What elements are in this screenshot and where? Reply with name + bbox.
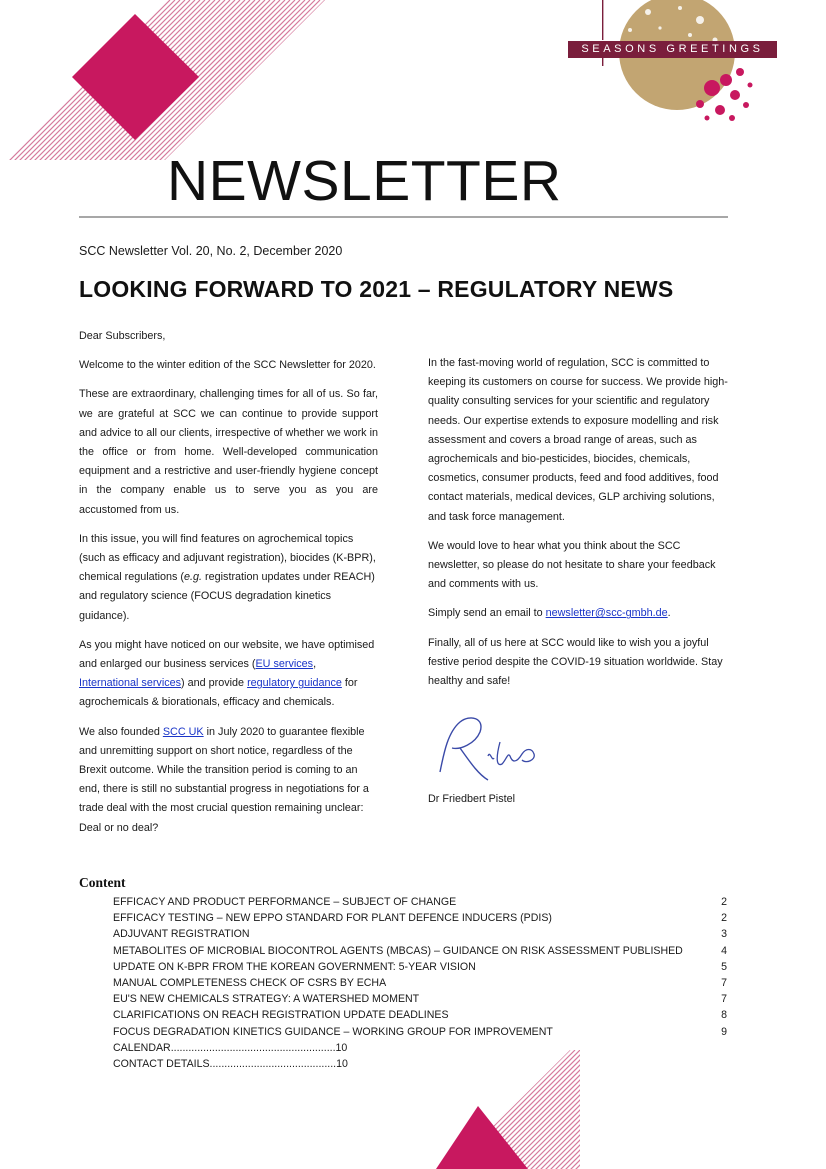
toc-item-title: EU'S NEW CHEMICALS STRATEGY: A WATERSHED MOMENT (113, 993, 420, 1006)
decorative-stripes-diamond-bottom (420, 1050, 580, 1169)
toc-item[interactable] (113, 943, 727, 959)
toc-item-title: UPDATE ON K-BPR FROM THE KOREAN GOVERNMENT: 5-YEAR VISION (113, 960, 476, 973)
toc-item-title: FOCUS DEGRADATION KINETICS GUIDANCE – WORKING GROUP FOR IMPROVEMENT (113, 1025, 553, 1038)
toc-item-page: 2 (721, 896, 727, 908)
toc-item-title: CLARIFICATIONS ON REACH REGISTRATION UPDATE DEADLINES (113, 1009, 449, 1022)
title-divider (79, 216, 728, 218)
toc-item[interactable] (113, 910, 727, 926)
toc-item-page: 8 (721, 1009, 727, 1022)
toc-item-page: 2 (721, 912, 727, 925)
signatory-name: Dr Friedbert Pistel (428, 793, 515, 805)
issue-line: SCC Newsletter Vol. 20, No. 2, December 2020 (79, 244, 343, 258)
main-heading: LOOKING FORWARD TO 2021 – REGULATORY NEWS (79, 276, 674, 302)
toc-item[interactable] (113, 894, 727, 910)
link-scc-uk[interactable]: SCC UK (162, 725, 204, 738)
right-column (428, 354, 728, 701)
toc-item-page: 10 (336, 1057, 348, 1070)
toc-item-title: EFFICACY AND PRODUCT PERFORMANCE – SUBJECT OF CHANGE (113, 896, 457, 908)
toc-item-page: 7 (721, 993, 727, 1006)
toc-leader-dots: ........................................... (209, 1057, 337, 1070)
paragraph-website: As you might have noticed on our website, we have optimised and enlarged our business services (EU services, International services) and provide regulatory guidance for agrochemicals & biorationals, efficacy and chemicals. (79, 638, 375, 709)
toc-item-title: EFFICACY TESTING – NEW EPPO STANDARD FOR PLANT DEFENCE INDUCERS (PDIS) (113, 912, 552, 925)
toc-item[interactable] (113, 1024, 727, 1040)
toc-item[interactable] (113, 975, 727, 991)
toc-item[interactable] (113, 1007, 727, 1023)
toc-item-page: 5 (721, 960, 727, 973)
table-of-contents (113, 894, 727, 1072)
toc-item-title: ADJUVANT REGISTRATION (113, 928, 250, 941)
paragraph-regulation-world: In the fast-moving world of regulation, SCC is committed to keeping its customers on course for success. We provide high-quality consulting services for your scientific and regulatory needs. Our expertise extends to exposure modelling and risk assessment and covers a broad range of areas, such as agrochemicals and bio-pesticides, biocides, chemicals, cosmetics, consumer products, feed and food additives, food contact materials, medical devices, GLP archiving solutions, and task force management. (428, 357, 728, 523)
toc-item-page: 9 (721, 1025, 727, 1038)
seasons-greetings-banner: SEASONS GREETINGS (568, 41, 777, 58)
toc-item-title: CALENDAR (113, 1041, 171, 1054)
link-newsletter-email[interactable]: newsletter@scc-gmbh.de (545, 607, 668, 620)
emphasis-eg: e.g. (184, 571, 203, 584)
toc-item-title: METABOLITES OF MICROBIAL BIOCONTROL AGENTS (MBCAS) – GUIDANCE ON RISK ASSESSMENT PUBLISHED (113, 944, 683, 957)
paragraph-email: Simply send an email to newsletter@scc-gmbh.de. (428, 607, 671, 620)
decorative-stripes-diamond-top (0, 0, 340, 160)
paragraph-issue-topics: In this issue, you will find features on agrochemical topics (such as efficacy and adjuvant registration), biocides (K-BPR), chemical regulations (e.g. registration updates under REACH) and regulatory science (FOCUS degradation kinetics guidance). (79, 532, 376, 622)
toc-item-page: 7 (721, 976, 727, 989)
link-regulatory-guidance[interactable]: regulatory guidance (247, 677, 342, 690)
toc-item-page: 4 (721, 944, 727, 957)
toc-item-page: 10 (335, 1041, 348, 1054)
paragraph-extraordinary-times: These are extraordinary, challenging times for all of us. So far, we are grateful at SCC we can continue to provide support and advice to all our clients, irrespective of whether we work in the office or from home. Well-developed communication equipment and a restrictive and user-friendly hygiene concept in the company enable us to serve you as you are accustomed from us. (79, 388, 378, 516)
toc-item[interactable] (113, 991, 727, 1007)
toc-item-title: CONTACT DETAILS (113, 1057, 210, 1070)
content-heading: Content (79, 875, 126, 890)
toc-item-title: MANUAL COMPLETENESS CHECK OF CSRS BY ECHA (113, 976, 387, 989)
paragraph-feedback: We would love to hear what you think about the SCC newsletter, so please do not hesitate to share your feedback and comments with us. (428, 539, 716, 591)
magenta-diamond-top (72, 14, 199, 140)
paragraph-season-wishes: Finally, all of us here at SCC would like to wish you a joyful festive period despite the COVID-19 situation worldwide. Stay healthy and safe! (428, 636, 723, 688)
link-eu-services[interactable]: EU services (255, 658, 314, 671)
toc-leader-dots: ........................................................ (170, 1041, 336, 1054)
paragraph-welcome: Welcome to the winter edition of the SCC Newsletter for 2020. (79, 359, 376, 372)
toc-item[interactable] (113, 926, 727, 942)
newsletter-title: NEWSLETTER (167, 149, 562, 213)
salutation: Dear Subscribers, (79, 330, 166, 342)
left-column (79, 327, 378, 848)
handwritten-signature (430, 712, 550, 787)
toc-item-page: 3 (721, 928, 727, 941)
paragraph-scc-uk: We also founded SCC UK in July 2020 to guarantee flexible and unremitting support on short notice, regardless of the Brexit outcome. While the transition period is coming to an end, there is still no substantial progress in negotiations for a trade deal with the most crucial question remaining unclear: Deal or no deal? (79, 725, 369, 834)
link-international-services[interactable]: International services (79, 677, 182, 690)
toc-item[interactable] (113, 959, 727, 975)
seasons-greetings-seal (560, 0, 826, 135)
